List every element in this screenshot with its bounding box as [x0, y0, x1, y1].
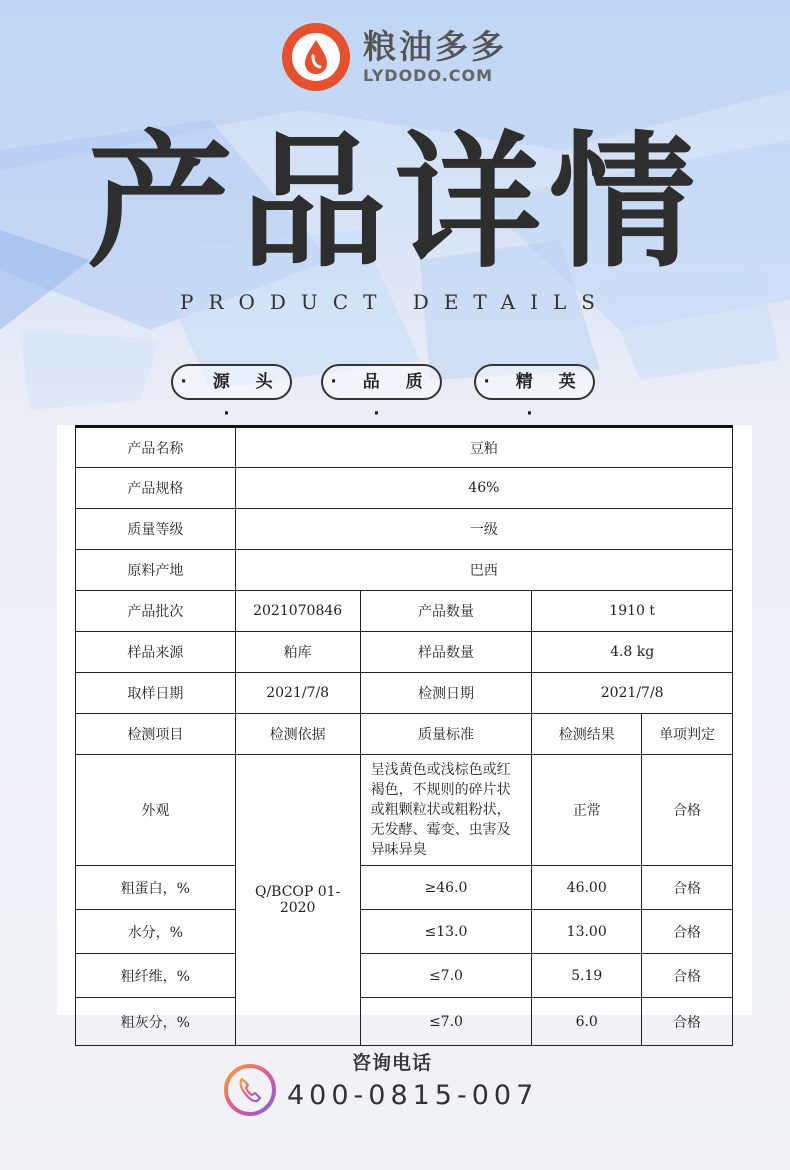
row-value: 46% [235, 468, 732, 509]
row-value: 2021/7/8 [532, 673, 733, 714]
row-label: 取样日期 [76, 673, 236, 714]
row-label: 质量等级 [76, 509, 236, 550]
table-row [76, 468, 733, 509]
row-value: 4.8 kg [532, 632, 733, 673]
test-result: 正常 [532, 755, 642, 866]
test-row [76, 998, 733, 1046]
row-label: 检测日期 [360, 673, 532, 714]
row-value: 一级 [235, 509, 732, 550]
tag-quality: · 品 质 · [321, 364, 442, 400]
test-item: 水分，% [76, 910, 236, 954]
row-value: 2021/7/8 [235, 673, 360, 714]
row-value: 豆粕 [235, 427, 732, 468]
test-item: 粗纤维，% [76, 954, 236, 998]
test-item: 粗蛋白，% [76, 866, 236, 910]
tag-elite: · 精 英 · [474, 364, 595, 400]
test-standard: ≤7.0 [360, 998, 532, 1046]
test-standard: ≤7.0 [360, 954, 532, 998]
test-verdict: 合格 [642, 954, 733, 998]
brand-logo [279, 20, 507, 94]
test-standard: 呈浅黄色或浅棕色或红褐色，不规则的碎片状或粗颗粒状或粗粉状，无发酵、霉变、虫害及异味异臭 [360, 755, 532, 866]
row-value: 巴西 [235, 550, 732, 591]
table-row [76, 673, 733, 714]
row-label: 样品数量 [360, 632, 532, 673]
column-header: 检测依据 [235, 714, 360, 755]
test-standard: ≥46.0 [360, 866, 532, 910]
page-title: 产品详情 [87, 118, 703, 288]
row-label: 产品数量 [360, 591, 532, 632]
test-row [76, 954, 733, 998]
row-value: 粕库 [235, 632, 360, 673]
column-header: 检测项目 [76, 714, 236, 755]
phone-icon[interactable] [222, 1062, 278, 1118]
brand-name-cn: 粮油多多 [363, 27, 507, 66]
test-row [76, 910, 733, 954]
droplet-logo-icon [279, 20, 353, 94]
table-row [76, 427, 733, 468]
row-value: 2021070846 [235, 591, 360, 632]
row-label: 产品名称 [76, 427, 236, 468]
page-subtitle: PRODUCT DETAILS [179, 290, 610, 314]
test-verdict: 合格 [642, 755, 733, 866]
row-label: 样品来源 [76, 632, 236, 673]
row-label: 产品批次 [76, 591, 236, 632]
contact-title: 咨询电话 [352, 1052, 433, 1074]
table-row [76, 550, 733, 591]
report-table [75, 425, 733, 1046]
brand-name-en: LYDODO.COM [363, 66, 494, 85]
test-result: 6.0 [532, 998, 642, 1046]
test-verdict: 合格 [642, 998, 733, 1046]
table-row [76, 591, 733, 632]
test-row [76, 755, 733, 866]
test-result: 46.00 [532, 866, 642, 910]
test-standard: ≤13.0 [360, 910, 532, 954]
test-result: 13.00 [532, 910, 642, 954]
test-item: 外观 [76, 755, 236, 866]
column-header: 检测结果 [532, 714, 642, 755]
test-header-row [76, 714, 733, 755]
row-label: 原料产地 [76, 550, 236, 591]
test-verdict: 合格 [642, 866, 733, 910]
tag-row [0, 364, 790, 424]
phone-number[interactable]: 400-0815-007 [287, 1080, 539, 1111]
tag-source: · 源 头 · [171, 364, 292, 400]
table-row [76, 632, 733, 673]
table-row [76, 509, 733, 550]
inspection-report [57, 425, 752, 1031]
row-label: 产品规格 [76, 468, 236, 509]
column-header: 单项判定 [642, 714, 733, 755]
test-result: 5.19 [532, 954, 642, 998]
test-item: 粗灰分，% [76, 998, 236, 1046]
column-header: 质量标准 [360, 714, 532, 755]
row-value: 1910 t [532, 591, 733, 632]
test-basis: Q/BCOP 01-2020 [235, 755, 360, 1046]
test-row [76, 866, 733, 910]
test-verdict: 合格 [642, 910, 733, 954]
